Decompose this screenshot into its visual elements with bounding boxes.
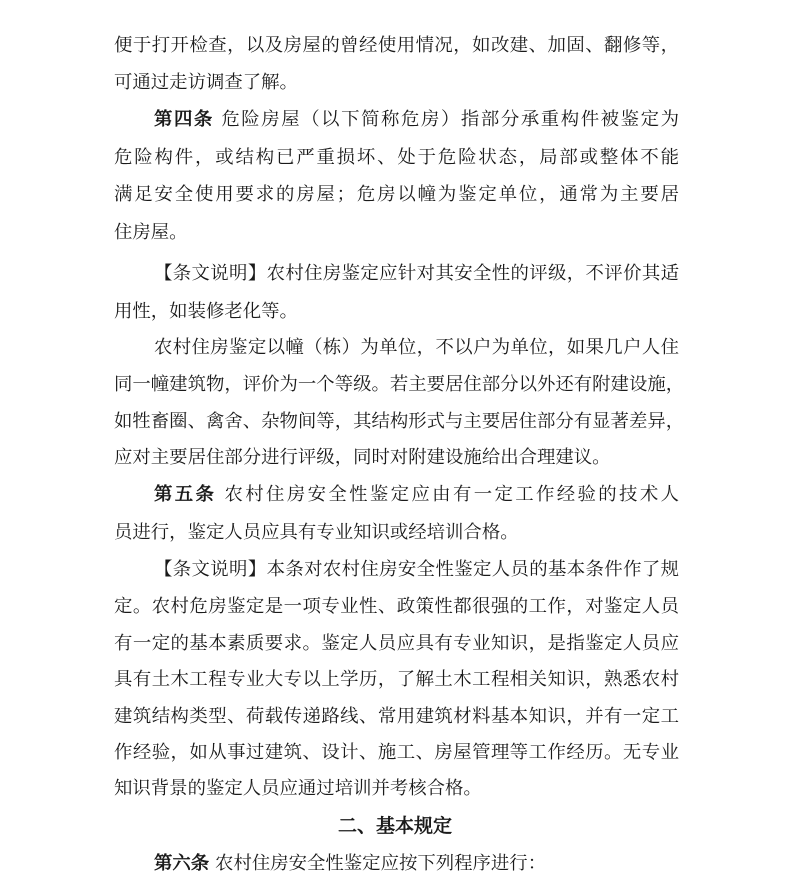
text-line: 可通过走访调查了解。 bbox=[114, 72, 298, 93]
text-line: 具有土木工程专业大专以上学历，了解土木工程相关知识，熟悉农村 bbox=[114, 669, 679, 690]
text-line: 危险构件，或结构已严重损坏、处于危险状态，局部或整体不能 bbox=[114, 147, 679, 168]
text-line: 危险房屋（以下简称危房）指部分承重构件被鉴定为 bbox=[221, 109, 679, 130]
text-line: 满足安全使用要求的房屋；危房以幢为鉴定单位，通常为主要居 bbox=[114, 184, 679, 205]
text-line: 农村住房安全性鉴定应按下列程序进行： bbox=[215, 853, 547, 874]
text-line: 如牲畜圈、禽舍、杂物间等，其结构形式与主要居住部分有显著差异， bbox=[114, 411, 685, 432]
article-note: 【条文说明】农村住房鉴定应针对其安全性的评级，不评价其适 bbox=[154, 263, 679, 284]
text-line: 建筑结构类型、荷载传递路线、常用建筑材料基本知识，并有一定工 bbox=[114, 706, 679, 727]
text-line: 作经验，如从事过建筑、设计、施工、房屋管理等工作经历。无专业 bbox=[114, 742, 679, 763]
text-line: 农村住房安全性鉴定应由有一定工作经验的技术人 bbox=[224, 484, 679, 505]
article-6-label: 第六条 bbox=[154, 853, 210, 874]
article-4-first-line bbox=[154, 102, 679, 138]
text-line: 员进行，鉴定人员应具有专业知识或经培训合格。 bbox=[114, 522, 519, 543]
text-line: 定。农村危房鉴定是一项专业性、政策性都很强的工作，对鉴定人员 bbox=[114, 596, 679, 617]
text-line: 用性，如装修老化等。 bbox=[114, 301, 298, 322]
article-6-first-line bbox=[154, 846, 679, 882]
text-line: 应对主要居住部分进行评级，同时对附建设施给出合理建议。 bbox=[114, 447, 611, 468]
text-line: 知识背景的鉴定人员应通过培训并考核合格。 bbox=[114, 778, 482, 799]
article-note: 【条文说明】本条对农村住房安全性鉴定人员的基本条件作了规 bbox=[154, 559, 679, 580]
section-heading: 二、基本规定 bbox=[337, 815, 452, 837]
text-line: 有一定的基本素质要求。鉴定人员应具有专业知识，是指鉴定人员应 bbox=[114, 633, 679, 654]
article-5-first-line bbox=[154, 477, 679, 513]
article-5-label: 第五条 bbox=[154, 484, 217, 505]
text-line: 农村住房鉴定以幢（栋）为单位，不以户为单位，如果几户人住 bbox=[154, 337, 679, 358]
text-line: 便于打开检查，以及房屋的曾经使用情况，如改建、加固、翻修等， bbox=[114, 35, 679, 56]
text-line: 同一幢建筑物，评价为一个等级。若主要居住部分以外还有附建设施， bbox=[114, 374, 685, 395]
article-4-label: 第四条 bbox=[154, 109, 214, 130]
text-line: 住房屋。 bbox=[114, 222, 188, 243]
